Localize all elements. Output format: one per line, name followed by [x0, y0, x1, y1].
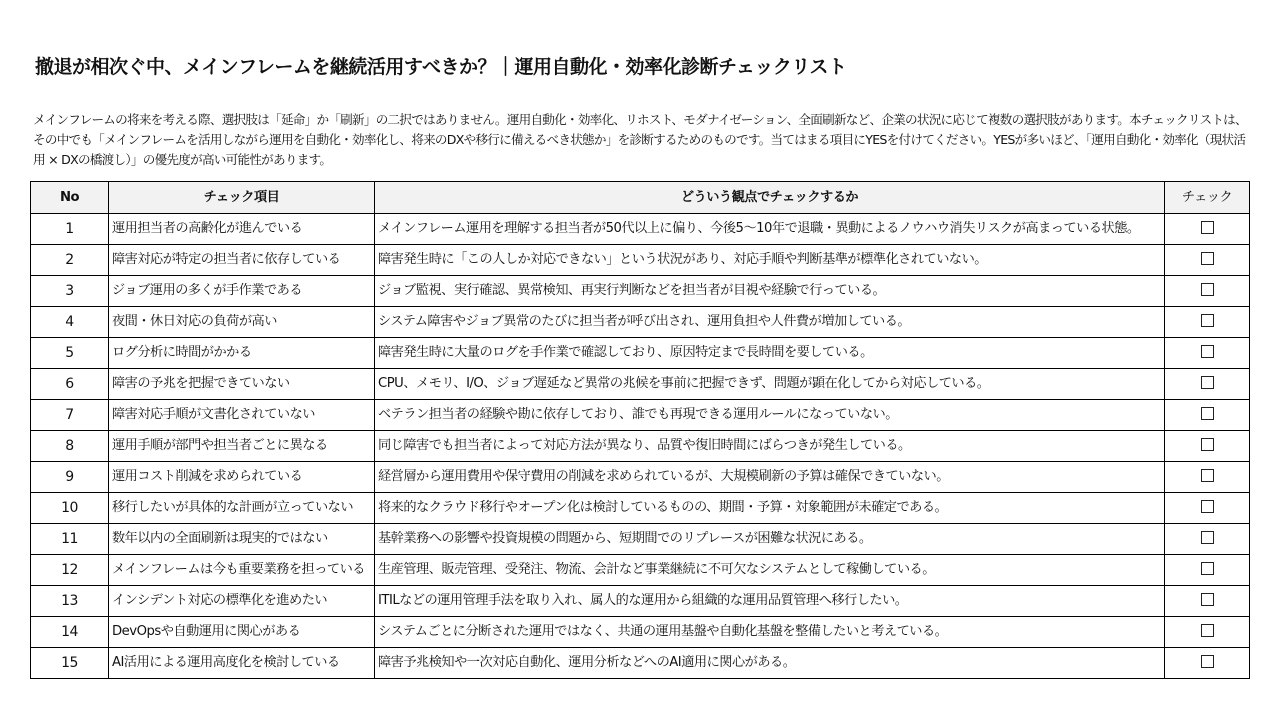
table-row	[31, 276, 1250, 307]
yes-checkbox[interactable]	[1201, 531, 1214, 544]
row-viewpoint: 障害予兆検知や一次対応自動化、運用分析などへのAI適用に関心がある。	[375, 648, 1165, 679]
row-check-cell	[1165, 276, 1250, 307]
yes-checkbox[interactable]	[1201, 438, 1214, 451]
row-check-item: 障害対応手順が文書化されていない	[109, 400, 375, 431]
table-row	[31, 369, 1250, 400]
table-row	[31, 307, 1250, 338]
row-no: 9	[31, 462, 109, 493]
row-viewpoint: 同じ障害でも担当者によって対応方法が異なり、品質や復旧時間にばらつきが発生している。	[375, 431, 1165, 462]
yes-checkbox[interactable]	[1201, 407, 1214, 420]
row-check-cell	[1165, 214, 1250, 245]
row-check-item: AI活用による運用高度化を検討している	[109, 648, 375, 679]
row-no: 4	[31, 307, 109, 338]
table-row	[31, 524, 1250, 555]
row-viewpoint: ITILなどの運用管理手法を取り入れ、属人的な運用から組織的な運用品質管理へ移行したい。	[375, 586, 1165, 617]
intro-paragraph: メインフレームの将来を考える際、選択肢は「延命」か「刷新」の二択ではありません。運用自動化・効率化、リホスト、モダナイゼーション、全面刷新など、企業の状況に応じて複数の選択肢があります。本チェックリストは、その中でも「メインフレームを活用しながら運用を自動化・効率化し、将来のDXや移行に備えるべき状態か」を診断するためのものです。当てはまる項目にYESを付けてください。YESが多いほど、「運用自動化・効率化（現状活用 × DXの橋渡し）」の優先度が高い可能性があります。	[33, 112, 1247, 167]
table-row	[31, 648, 1250, 679]
row-check-cell	[1165, 431, 1250, 462]
yes-checkbox[interactable]	[1201, 469, 1214, 482]
row-no: 11	[31, 524, 109, 555]
yes-checkbox[interactable]	[1201, 221, 1214, 234]
row-no: 14	[31, 617, 109, 648]
row-check-cell	[1165, 586, 1250, 617]
table-row	[31, 431, 1250, 462]
row-no: 15	[31, 648, 109, 679]
row-viewpoint: 経営層から運用費用や保守費用の削減を求められているが、大規模刷新の予算は確保できていない。	[375, 462, 1165, 493]
row-no: 8	[31, 431, 109, 462]
row-viewpoint: 基幹業務への影響や投資規模の問題から、短期間でのリプレースが困難な状況にある。	[375, 524, 1165, 555]
row-no: 5	[31, 338, 109, 369]
row-viewpoint: 障害発生時に大量のログを手作業で確認しており、原因特定まで長時間を要している。	[375, 338, 1165, 369]
row-check-item: 夜間・休日対応の負荷が高い	[109, 307, 375, 338]
row-check-item: 運用手順が部門や担当者ごとに異なる	[109, 431, 375, 462]
table-row	[31, 617, 1250, 648]
row-viewpoint: 障害発生時に「この人しか対応できない」という状況があり、対応手順や判断基準が標準化されていない。	[375, 245, 1165, 276]
row-no: 10	[31, 493, 109, 524]
table-row	[31, 214, 1250, 245]
row-check-cell	[1165, 493, 1250, 524]
row-no: 2	[31, 245, 109, 276]
yes-checkbox[interactable]	[1201, 252, 1214, 265]
row-viewpoint: ジョブ監視、実行確認、異常検知、再実行判断などを担当者が目視や経験で行っている。	[375, 276, 1165, 307]
row-check-cell	[1165, 617, 1250, 648]
yes-checkbox[interactable]	[1201, 345, 1214, 358]
header-check-item: チェック項目	[109, 182, 375, 214]
row-check-cell	[1165, 245, 1250, 276]
table-row	[31, 338, 1250, 369]
row-no: 6	[31, 369, 109, 400]
row-no: 12	[31, 555, 109, 586]
row-check-cell	[1165, 462, 1250, 493]
table-row	[31, 245, 1250, 276]
row-check-item: 障害対応が特定の担当者に依存している	[109, 245, 375, 276]
row-no: 3	[31, 276, 109, 307]
row-no: 7	[31, 400, 109, 431]
row-check-item: インシデント対応の標準化を進めたい	[109, 586, 375, 617]
row-viewpoint: 将来的なクラウド移行やオープン化は検討しているものの、期間・予算・対象範囲が未確定である。	[375, 493, 1165, 524]
table-row	[31, 462, 1250, 493]
row-check-item: メインフレームは今も重要業務を担っている	[109, 555, 375, 586]
row-check-item: 数年以内の全面刷新は現実的ではない	[109, 524, 375, 555]
yes-checkbox[interactable]	[1201, 655, 1214, 668]
yes-checkbox[interactable]	[1201, 376, 1214, 389]
header-check: チェック	[1165, 182, 1250, 214]
row-check-item: DevOpsや自動運用に関心がある	[109, 617, 375, 648]
checklist-table	[30, 181, 1250, 679]
yes-checkbox[interactable]	[1201, 593, 1214, 606]
row-viewpoint: ベテラン担当者の経験や勘に依存しており、誰でも再現できる運用ルールになっていない。	[375, 400, 1165, 431]
row-check-item: 運用コスト削減を求められている	[109, 462, 375, 493]
header-no: No	[31, 182, 109, 214]
table-header-row	[31, 182, 1250, 214]
yes-checkbox[interactable]	[1201, 500, 1214, 513]
row-viewpoint: システム障害やジョブ異常のたびに担当者が呼び出され、運用負担や人件費が増加している。	[375, 307, 1165, 338]
row-check-cell	[1165, 555, 1250, 586]
row-viewpoint: 生産管理、販売管理、受発注、物流、会計など事業継続に不可欠なシステムとして稼働している。	[375, 555, 1165, 586]
yes-checkbox[interactable]	[1201, 314, 1214, 327]
row-check-cell	[1165, 524, 1250, 555]
row-viewpoint: メインフレーム運用を理解する担当者が50代以上に偏り、今後5～10年で退職・異動によるノウハウ消失リスクが高まっている状態。	[375, 214, 1165, 245]
table-row	[31, 555, 1250, 586]
header-viewpoint: どういう観点でチェックするか	[375, 182, 1165, 214]
yes-checkbox[interactable]	[1201, 624, 1214, 637]
yes-checkbox[interactable]	[1201, 562, 1214, 575]
table-row	[31, 400, 1250, 431]
row-check-item: ログ分析に時間がかかる	[109, 338, 375, 369]
row-viewpoint: CPU、メモリ、I/O、ジョブ遅延など異常の兆候を事前に把握できず、問題が顕在化してから対応している。	[375, 369, 1165, 400]
row-check-item: 移行したいが具体的な計画が立っていない	[109, 493, 375, 524]
yes-checkbox[interactable]	[1201, 283, 1214, 296]
row-viewpoint: システムごとに分断された運用ではなく、共通の運用基盤や自動化基盤を整備したいと考えている。	[375, 617, 1165, 648]
row-check-cell	[1165, 338, 1250, 369]
row-check-cell	[1165, 400, 1250, 431]
table-body	[31, 214, 1250, 679]
row-check-cell	[1165, 307, 1250, 338]
row-check-item: ジョブ運用の多くが手作業である	[109, 276, 375, 307]
row-check-cell	[1165, 369, 1250, 400]
page-title: 撤退が相次ぐ中、メインフレームを継続活用すべきか？｜運用自動化・効率化診断チェックリスト	[35, 56, 847, 78]
row-check-cell	[1165, 648, 1250, 679]
row-no: 13	[31, 586, 109, 617]
row-check-item: 障害の予兆を把握できていない	[109, 369, 375, 400]
row-no: 1	[31, 214, 109, 245]
table-row	[31, 493, 1250, 524]
row-check-item: 運用担当者の高齢化が進んでいる	[109, 214, 375, 245]
table-row	[31, 586, 1250, 617]
